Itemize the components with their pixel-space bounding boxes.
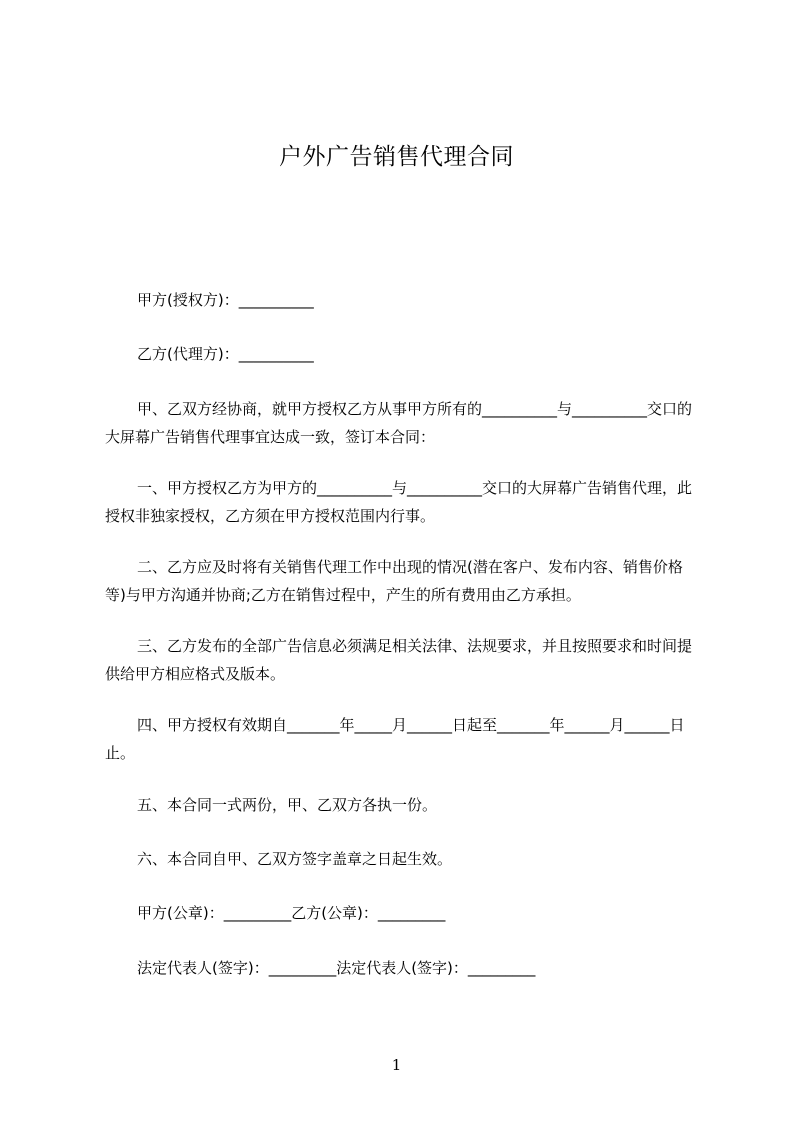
page-number: 1 bbox=[391, 1056, 402, 1074]
party-a-line: 甲方(授权方)：__________ bbox=[137, 291, 314, 309]
clause-1: 一、甲方授权乙方为甲方的__________与__________交口的大屏幕广告销售代理，此授权非独家授权，乙方须在甲方授权范围内行事。 bbox=[105, 479, 693, 525]
clause-4: 四、甲方授权有效期自_______年_____月______日起至_______年______月______日止。 bbox=[105, 716, 685, 762]
clause-5: 五、本合同一式两份，甲、乙双方各执一份。 bbox=[137, 796, 438, 814]
party-b-line: 乙方(代理方)：__________ bbox=[137, 345, 314, 363]
preamble-paragraph: 甲、乙双方经协商，就甲方授权乙方从事甲方所有的__________与__________交口的大屏幕广告销售代理事宜达成一致，签订本合同： bbox=[105, 400, 693, 446]
clause-2: 二、乙方应及时将有关销售代理工作中出现的情况(潜在客户、发布内容、销售价格等)与甲方沟通并协商;乙方在销售过程中，产生的所有费用由乙方承担。 bbox=[105, 558, 683, 604]
signature-line: 法定代表人(签字)：_________法定代表人(签字)：_________ bbox=[137, 959, 536, 977]
clause-6: 六、本合同自甲、乙双方签字盖章之日起生效。 bbox=[137, 850, 453, 868]
document-title: 户外广告销售代理合同 bbox=[279, 144, 514, 170]
clause-3: 三、乙方发布的全部广告信息必须满足相关法律、法规要求，并且按照要求和时间提供给甲方相应格式及版本。 bbox=[105, 637, 693, 683]
seal-line: 甲方(公章)：_________乙方(公章)：_________ bbox=[137, 904, 446, 922]
